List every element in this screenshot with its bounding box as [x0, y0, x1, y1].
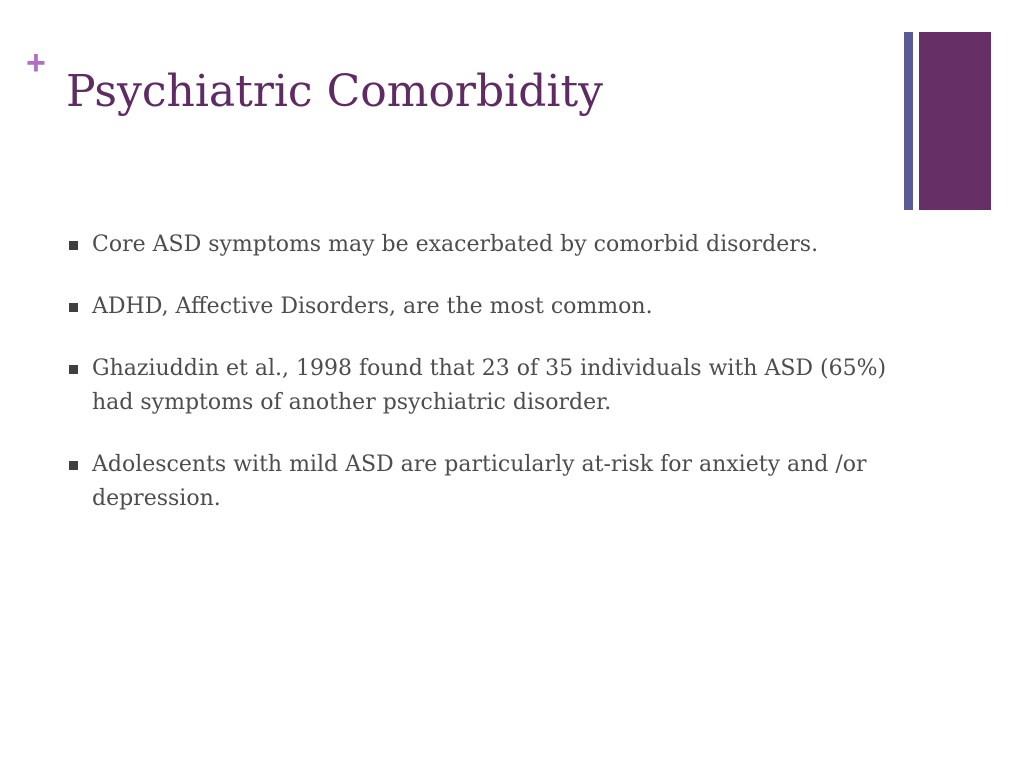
bullet-list — [66, 228, 906, 544]
bullet-item — [66, 290, 906, 324]
bullet-text: ADHD, Affective Disorders, are the most common. — [92, 294, 653, 319]
square-bullet-icon — [69, 241, 78, 250]
slide-title: Psychiatric Comorbidity — [66, 66, 603, 117]
decorative-bar-thick — [919, 32, 991, 210]
bullet-text: Ghaziuddin et al., 1998 found that 23 of 35 individuals with ASD (65%) had symptoms of another psychiatric disorder. — [92, 356, 887, 415]
bullet-item — [66, 448, 906, 516]
square-bullet-icon — [69, 303, 78, 312]
plus-accent-icon: + — [26, 44, 46, 82]
bullet-text: Core ASD symptoms may be exacerbated by comorbid disorders. — [92, 232, 819, 257]
bullet-item — [66, 228, 906, 262]
square-bullet-icon — [69, 461, 78, 470]
bullet-text: Adolescents with mild ASD are particularly at-risk for anxiety and /or depression. — [92, 452, 867, 511]
square-bullet-icon — [69, 365, 78, 374]
bullet-item — [66, 352, 906, 420]
decorative-bar-thin — [904, 32, 913, 210]
